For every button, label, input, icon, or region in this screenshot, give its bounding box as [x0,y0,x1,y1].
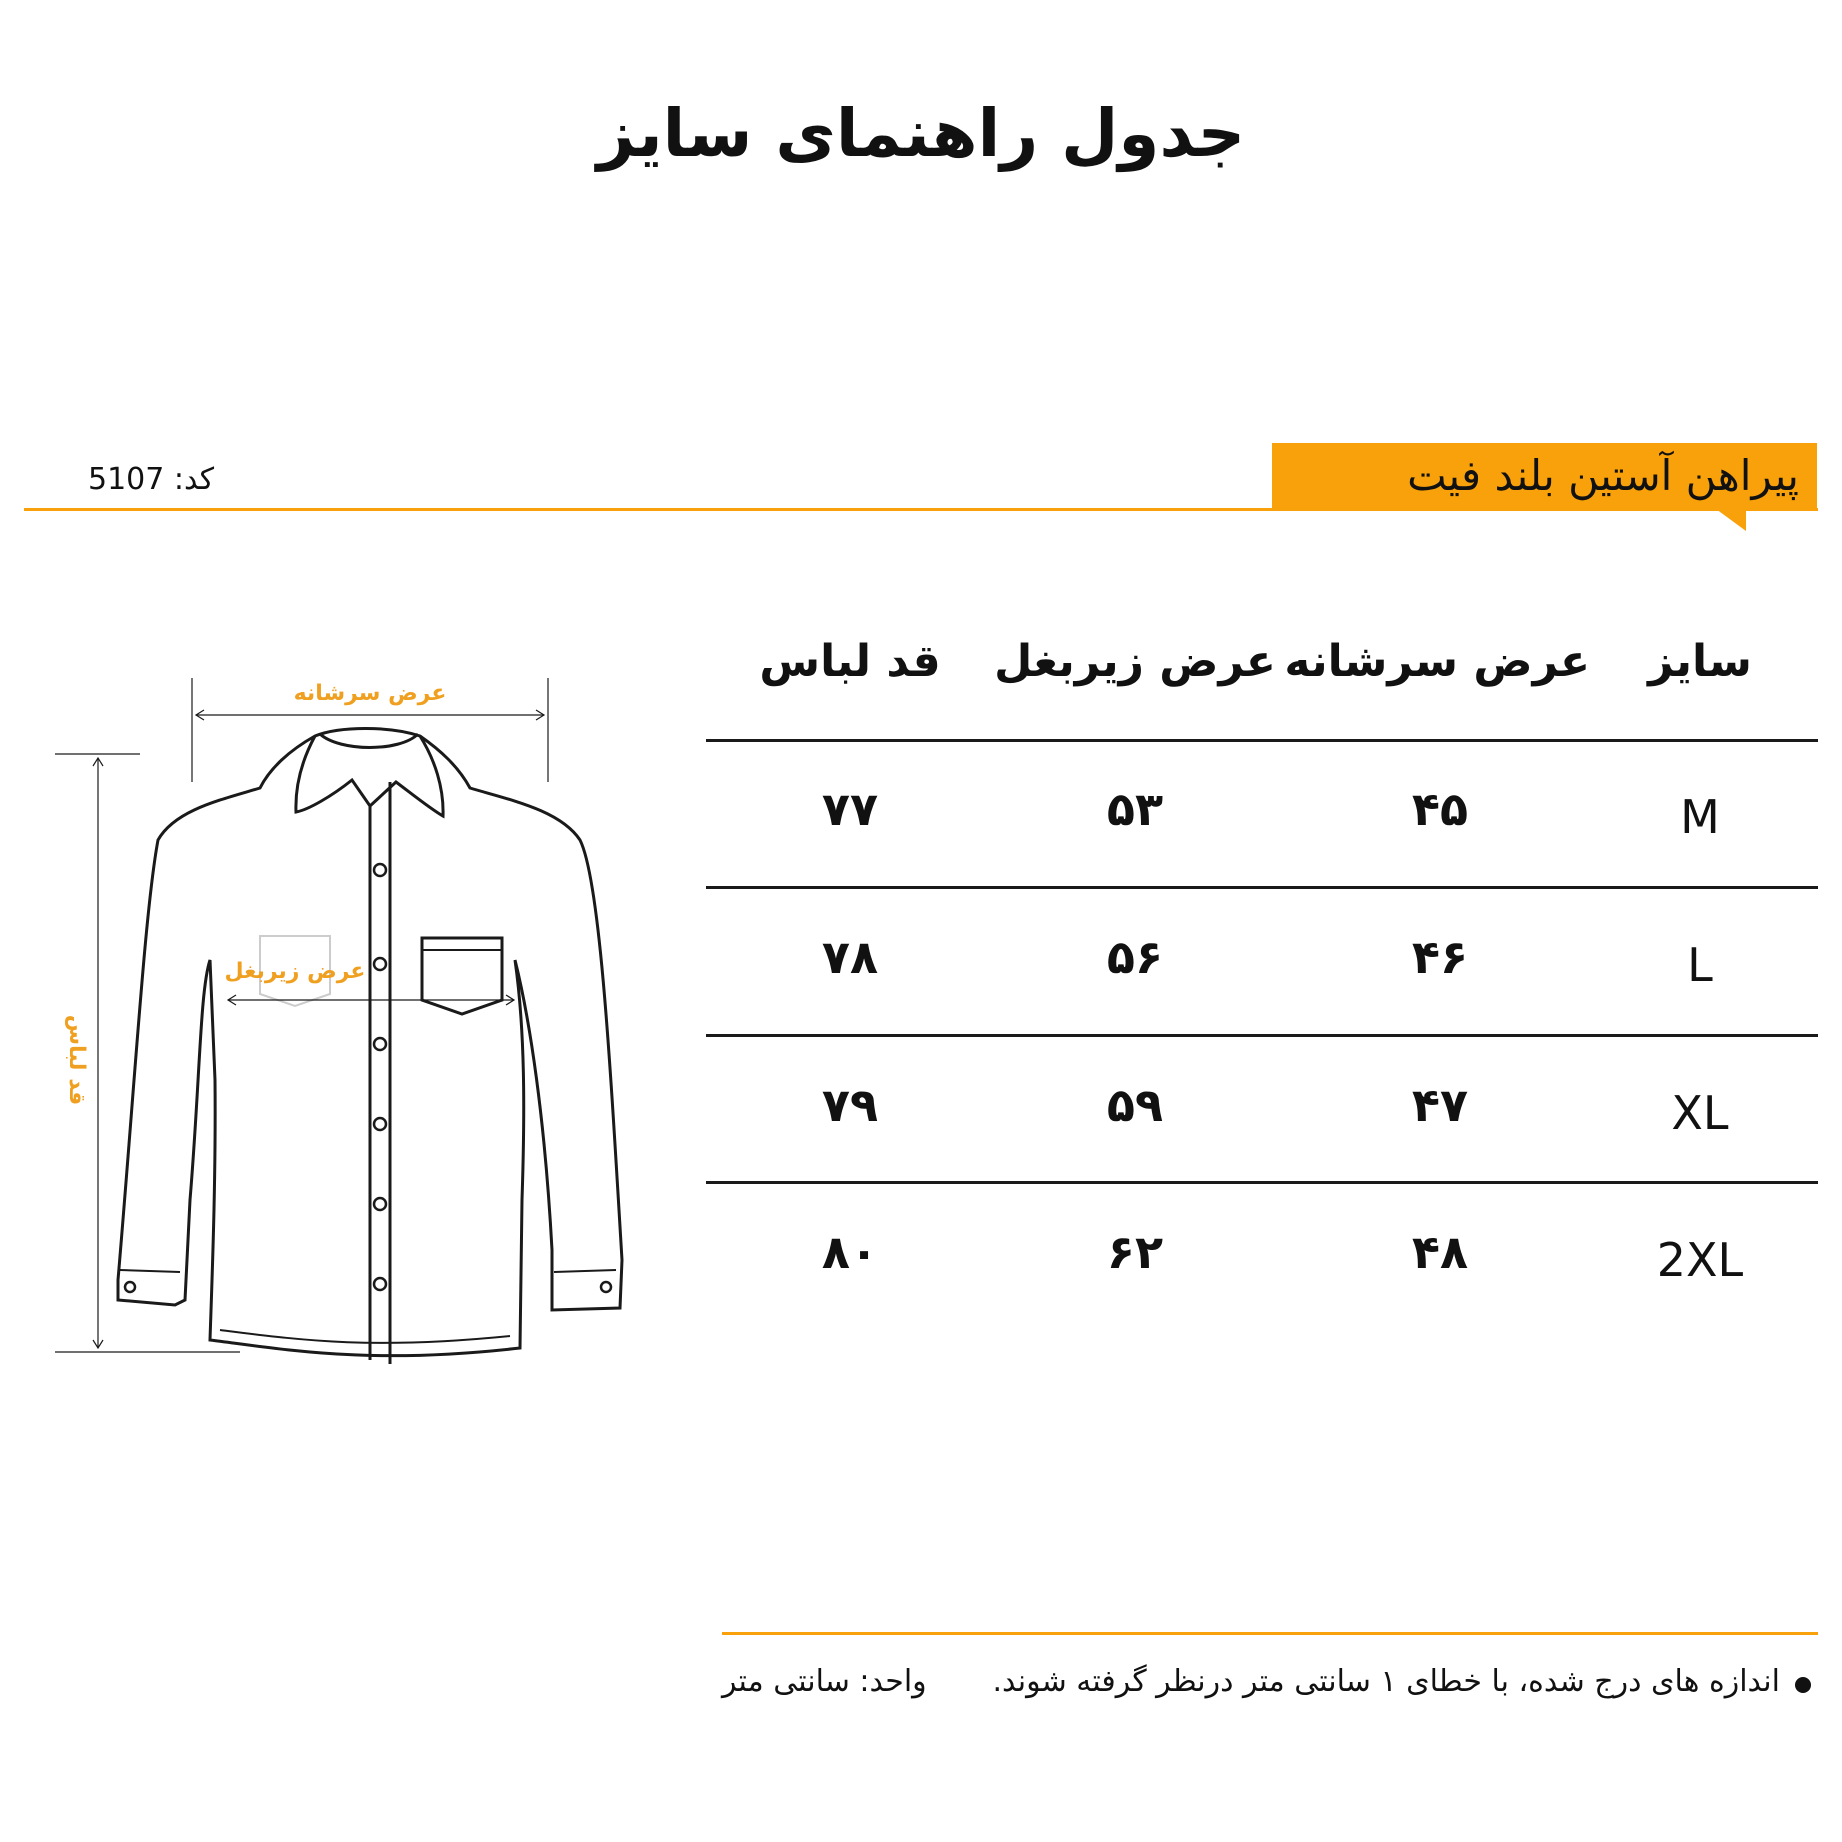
cell-size: M [1680,790,1720,844]
cell-shoulder: ۴۷ [1411,1078,1469,1132]
cell-size: XL [1671,1086,1729,1140]
underarm-label: عرض زیربغل [224,959,366,984]
shoulder-label: عرض سرشانه [293,681,447,706]
cell-underarm: ۵۶ [1106,930,1164,984]
length-label: قد لباس [64,1014,89,1106]
table-row-line [706,1034,1818,1037]
product-banner [1272,443,1817,509]
banner-notch [1716,509,1746,531]
table-row-line [706,886,1818,889]
tolerance-note: اندازه های درج شده، با خطای ۱ سانتی متر درنظر گرفته شوند. [992,1664,1780,1699]
header-length: قد لباس [759,636,941,687]
cell-length: ۸۰ [821,1225,879,1279]
cell-length: ۷۷ [821,782,879,836]
bullet-icon [1795,1677,1811,1693]
header-size: سایز [1648,636,1752,687]
header-underarm: عرض زیربغل [994,636,1276,687]
cell-underarm: ۶۲ [1106,1225,1164,1279]
product-code: کد: 5107 [88,462,215,497]
cell-size: 2XL [1656,1233,1744,1287]
cell-underarm: ۵۳ [1106,782,1164,836]
product-name: پیراهن آستین بلند فیت [1407,451,1799,500]
cell-length: ۷۸ [821,930,879,984]
shirt-diagram [40,660,640,1380]
page-title: جدول راهنمای سایز [596,95,1246,172]
cell-shoulder: ۴۵ [1411,782,1469,836]
header-shoulder: عرض سرشانه [1284,636,1590,687]
cell-size: L [1687,938,1713,992]
cell-underarm: ۵۹ [1106,1078,1164,1132]
cell-length: ۷۹ [821,1078,879,1132]
table-row-line [706,1181,1818,1184]
cell-shoulder: ۴۶ [1411,930,1469,984]
unit-label: واحد: سانتی متر [722,1664,927,1699]
footer-divider [722,1632,1818,1635]
cell-shoulder: ۴۸ [1411,1225,1469,1279]
table-header-line [706,739,1818,742]
header-divider [24,508,1818,511]
